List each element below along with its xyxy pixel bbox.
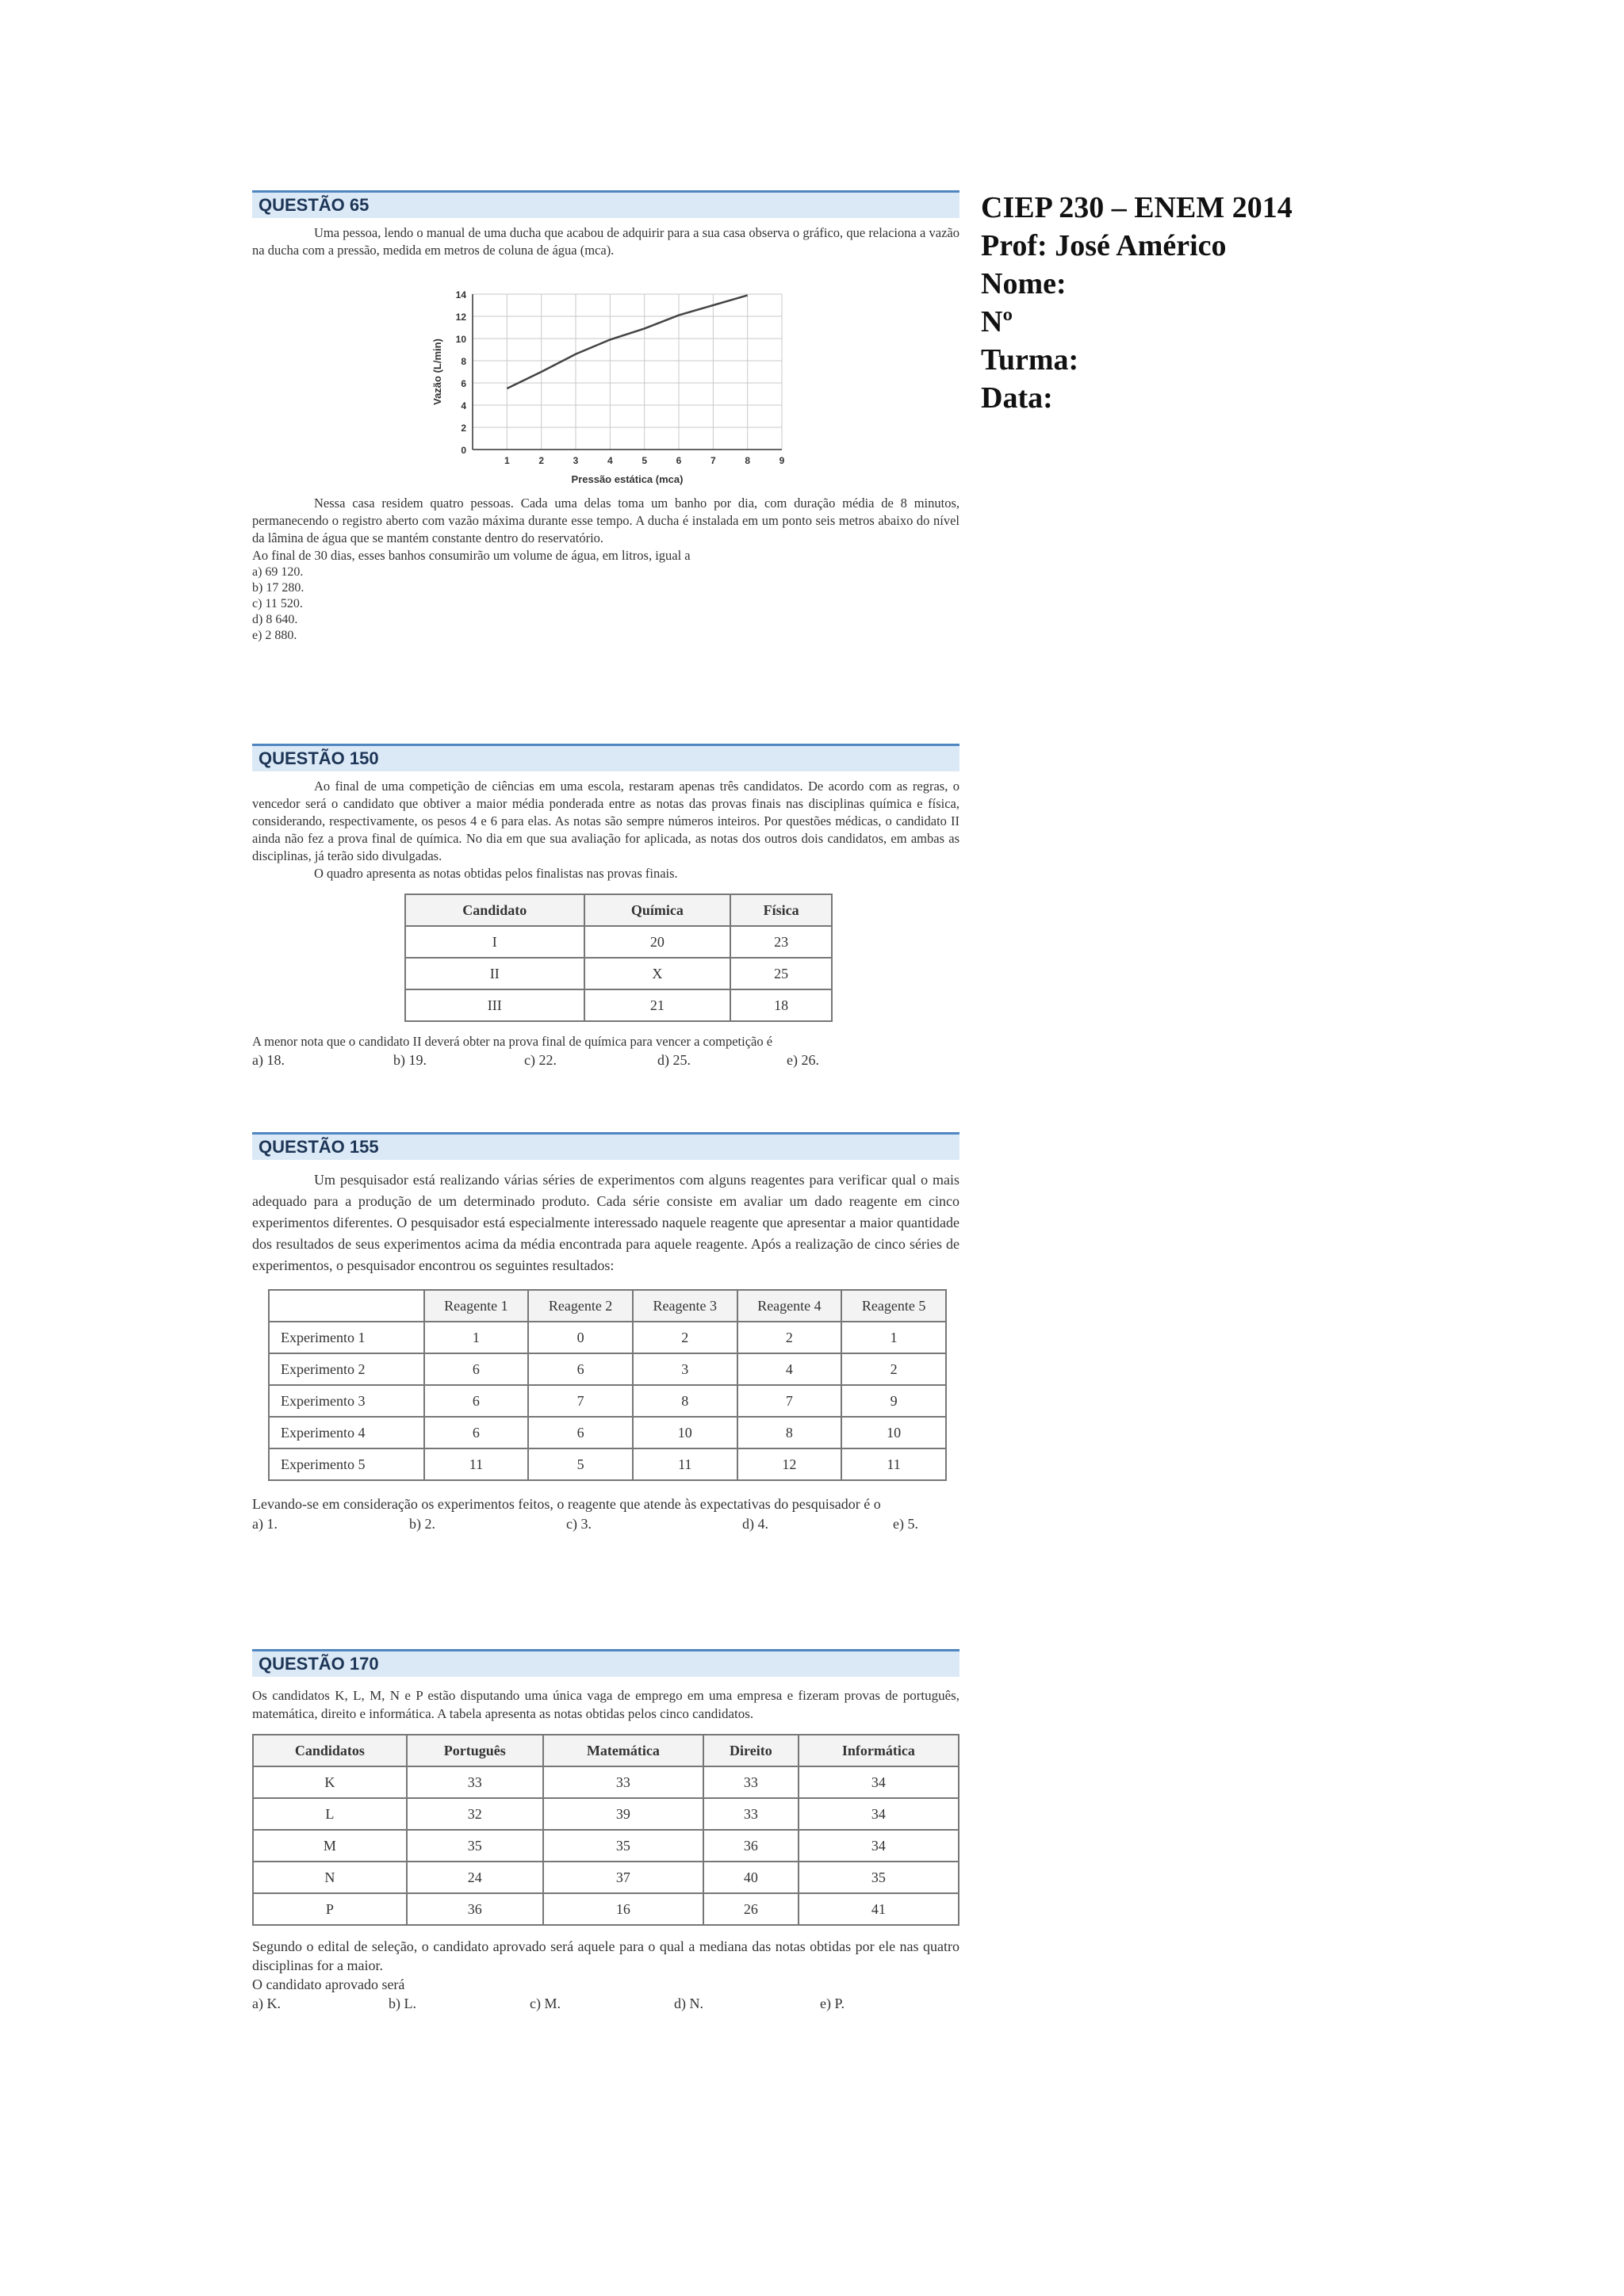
table-cell: 7: [528, 1385, 633, 1417]
table-cell: 34: [799, 1798, 959, 1830]
table-cell: 12: [737, 1448, 842, 1480]
table-cell: 2: [841, 1353, 946, 1385]
option-e[interactable]: e) P.: [820, 1996, 845, 2011]
y-tick-label: 8: [461, 356, 466, 367]
y-tick-label: 2: [461, 423, 466, 434]
table-cell: Experimento 3: [269, 1385, 424, 1417]
question-170: [252, 1649, 959, 2013]
table-header-row: [269, 1290, 946, 1322]
table-cell: Experimento 4: [269, 1417, 424, 1448]
x-tick-label: 5: [642, 455, 648, 466]
table-cell: 3: [633, 1353, 737, 1385]
option-b[interactable]: b) 2.: [409, 1516, 435, 1532]
table-cell: 2: [633, 1322, 737, 1353]
question-150-text: Ao final de uma competição de ciências em uma escola, restaram apenas três candidatos. De acordo com as regras, o vencedor será o candidato que obtiver a maior média ponderada entre as notas das provas finais nas disciplinas química e física, considerando, respectivamente, os pesos 4 e 6 para elas. As notas são sempre números inteiros. Por questões médicas, o candidato II ainda não fez a prova final de química. No dia em que sua avaliação for aplicada, as notas dos outros dois candidatos, em ambas as disciplinas, já terão sido divulgadas.: [252, 779, 959, 863]
table-cell: L: [253, 1798, 407, 1830]
number-label: Nº: [981, 305, 1013, 339]
table-header: Física: [730, 894, 832, 926]
table-cell: 6: [528, 1353, 633, 1385]
table-cell: 10: [633, 1417, 737, 1448]
option-a[interactable]: a) 1.: [252, 1516, 278, 1532]
series-line: [507, 295, 747, 388]
option-c[interactable]: c) 11 520.: [252, 597, 303, 610]
table-cell: 25: [730, 958, 832, 989]
table-header: Reagente 2: [528, 1290, 633, 1322]
table-cell: III: [405, 989, 584, 1021]
table-cell: Experimento 5: [269, 1448, 424, 1480]
question-150-prompt: A menor nota que o candidato II deverá obter na prova final de química para vencer a competição é: [252, 1034, 773, 1049]
table-cell: 9: [841, 1385, 946, 1417]
y-tick-label: 14: [455, 289, 466, 300]
question-65-text: Nessa casa residem quatro pessoas. Cada uma delas toma um banho por dia, com duração média de 8 minutos, permanecendo o registro aberto com vazão máxima durante esse tempo. A ducha é instalada em um ponto seis metros abaixo do nível da lâmina de água que se mantém constante dentro do reservatório.: [252, 496, 959, 545]
table-row: [269, 1417, 946, 1448]
option-b[interactable]: b) 19.: [393, 1052, 427, 1068]
question-170-options: [252, 1994, 959, 2013]
table-row: [253, 1798, 959, 1830]
name-label: Nome:: [981, 267, 1067, 300]
table-cell: 6: [424, 1417, 529, 1448]
table-header: Candidato: [405, 894, 584, 926]
table-cell: 16: [543, 1893, 703, 1925]
table-cell: 11: [424, 1448, 529, 1480]
option-b[interactable]: b) L.: [389, 1996, 416, 2011]
table-cell: 5: [528, 1448, 633, 1480]
table-row: [253, 1893, 959, 1925]
question-65-intro: Uma pessoa, lendo o manual de uma ducha que acabou de adquirir para a sua casa observa o gráfico, que relaciona a vazão na ducha com a pressão, medida em metros de coluna de água (mca).: [252, 225, 959, 258]
y-tick-label: 4: [461, 400, 466, 411]
table-header: Reagente 5: [841, 1290, 946, 1322]
class-label: Turma:: [981, 343, 1079, 377]
question-155-prompt: Levando-se em consideração os experimentos feitos, o reagente que atende às expectativas do pesquisador é o: [252, 1496, 881, 1512]
question-150-title: QUESTÃO 150: [252, 744, 959, 771]
table-header: Química: [584, 894, 731, 926]
x-tick-label: 1: [504, 455, 510, 466]
question-150-text2: O quadro apresenta as notas obtidas pelos finalistas nas provas finais.: [314, 866, 678, 881]
x-tick-label: 4: [607, 455, 613, 466]
x-tick-label: 7: [710, 455, 716, 466]
table-row: [405, 989, 832, 1021]
option-b[interactable]: b) 17 280.: [252, 581, 304, 595]
table-header: Matemática: [543, 1735, 703, 1766]
question-170-text: Os candidatos K, L, M, N e P estão disputando uma única vaga de emprego em uma empresa e fizeram provas de português, matemática, direito e informática. A tabela apresenta as notas obtidas pelos cinco candidatos.: [252, 1688, 959, 1721]
table-row: [269, 1353, 946, 1385]
question-170-prompt: Segundo o edital de seleção, o candidato aprovado será aquele para o qual a mediana das notas obtidas por ele nas quatro disciplinas for a maior.: [252, 1938, 959, 1973]
table-header: [269, 1290, 424, 1322]
option-e[interactable]: e) 26.: [787, 1052, 819, 1068]
table-cell: Experimento 1: [269, 1322, 424, 1353]
table-cell: 34: [799, 1830, 959, 1862]
table-cell: I: [405, 926, 584, 958]
header-block: [981, 189, 1599, 417]
x-tick-label: 8: [745, 455, 751, 466]
x-tick-label: 2: [538, 455, 545, 466]
table-cell: 35: [543, 1830, 703, 1862]
table-cell: 33: [703, 1766, 799, 1798]
y-tick-label: 6: [461, 378, 466, 389]
table-cell: 37: [543, 1862, 703, 1893]
table-cell: 11: [841, 1448, 946, 1480]
flow-pressure-chart: [425, 283, 798, 489]
table-header: Reagente 3: [633, 1290, 737, 1322]
table-cell: 21: [584, 989, 731, 1021]
table-cell: 1: [841, 1322, 946, 1353]
table-cell: Experimento 2: [269, 1353, 424, 1385]
question-155-table: [268, 1289, 947, 1481]
table-cell: 4: [737, 1353, 842, 1385]
table-header: Reagente 4: [737, 1290, 842, 1322]
table-cell: 20: [584, 926, 731, 958]
table-cell: 10: [841, 1417, 946, 1448]
question-155-options: [252, 1514, 959, 1533]
option-d[interactable]: d) 4.: [742, 1516, 768, 1532]
option-a[interactable]: a) 69 120.: [252, 565, 304, 579]
table-cell: 35: [407, 1830, 543, 1862]
table-row: [269, 1385, 946, 1417]
question-155: [252, 1132, 959, 1533]
question-155-text: Um pesquisador está realizando várias séries de experimentos com alguns reagentes para verificar qual o mais adequado para a produção de um determinado produto. Cada série consiste em avaliar um dado reagente em cinco experimentos diferentes. O pesquisador está especialmente interessado naquele reagente que apresentar a maior quantidade dos resultados de seus experimentos acima da média encontrada para aquele reagente. Após a realização de cinco séries de experimentos, o pesquisador encontrou os seguintes resultados:: [252, 1172, 959, 1273]
table-cell: 7: [737, 1385, 842, 1417]
question-155-title: QUESTÃO 155: [252, 1132, 959, 1160]
school-title: CIEP 230 – ENEM 2014: [981, 191, 1293, 224]
table-cell: 8: [633, 1385, 737, 1417]
x-tick-label: 3: [573, 455, 579, 466]
question-150: [252, 744, 959, 1070]
option-d[interactable]: d) 25.: [657, 1052, 691, 1068]
question-170-table: [252, 1734, 959, 1926]
option-e[interactable]: e) 5.: [893, 1516, 918, 1532]
table-cell: M: [253, 1830, 407, 1862]
table-cell: 36: [407, 1893, 543, 1925]
y-axis-label: Vazão (L/min): [431, 339, 443, 405]
question-65-title: QUESTÃO 65: [252, 190, 959, 218]
table-cell: 1: [424, 1322, 529, 1353]
table-cell: K: [253, 1766, 407, 1798]
table-row: [405, 958, 832, 989]
question-150-options: [252, 1050, 959, 1070]
table-row: [253, 1862, 959, 1893]
question-65-body: [252, 495, 959, 644]
table-cell: 23: [730, 926, 832, 958]
table-header-row: [253, 1735, 959, 1766]
table-row: [253, 1830, 959, 1862]
table-cell: 33: [407, 1766, 543, 1798]
question-65-options: [252, 564, 959, 644]
table-cell: 26: [703, 1893, 799, 1925]
table-row: [253, 1766, 959, 1798]
table-cell: 35: [799, 1862, 959, 1893]
option-d[interactable]: d) 8 640.: [252, 613, 298, 626]
table-cell: 2: [737, 1322, 842, 1353]
x-tick-label: 6: [676, 455, 682, 466]
table-cell: 11: [633, 1448, 737, 1480]
option-a[interactable]: a) 18.: [252, 1052, 285, 1068]
date-label: Data:: [981, 381, 1053, 415]
table-row: [269, 1448, 946, 1480]
question-65: [252, 190, 959, 259]
option-d[interactable]: d) N.: [674, 1996, 703, 2011]
question-170-prompt2: O candidato aprovado será: [252, 1976, 405, 1992]
table-cell: 40: [703, 1862, 799, 1893]
table-cell: 33: [703, 1798, 799, 1830]
table-header: Candidatos: [253, 1735, 407, 1766]
table-cell: 6: [424, 1353, 529, 1385]
table-cell: 34: [799, 1766, 959, 1798]
x-tick-label: 9: [779, 455, 785, 466]
table-cell: X: [584, 958, 731, 989]
table-header: Português: [407, 1735, 543, 1766]
y-tick-label: 10: [455, 334, 466, 345]
table-header: Informática: [799, 1735, 959, 1766]
option-a[interactable]: a) K.: [252, 1996, 281, 2011]
table-cell: 32: [407, 1798, 543, 1830]
table-cell: 6: [528, 1417, 633, 1448]
table-cell: 0: [528, 1322, 633, 1353]
x-axis-label: Pressão estática (mca): [571, 473, 684, 485]
table-cell: 39: [543, 1798, 703, 1830]
option-c[interactable]: c) M.: [530, 1996, 561, 2011]
table-cell: 6: [424, 1385, 529, 1417]
y-tick-label: 0: [461, 445, 466, 456]
table-cell: II: [405, 958, 584, 989]
option-e[interactable]: e) 2 880.: [252, 629, 297, 642]
teacher-line: Prof: José Américo: [981, 229, 1227, 262]
table-row: [405, 926, 832, 958]
table-cell: 8: [737, 1417, 842, 1448]
table-cell: 24: [407, 1862, 543, 1893]
table-cell: 18: [730, 989, 832, 1021]
chart-svg: [425, 283, 798, 489]
table-header-row: [405, 894, 832, 926]
table-cell: N: [253, 1862, 407, 1893]
y-tick-label: 12: [455, 312, 466, 323]
table-header: Reagente 1: [424, 1290, 529, 1322]
table-cell: 33: [543, 1766, 703, 1798]
table-cell: 36: [703, 1830, 799, 1862]
table-row: [269, 1322, 946, 1353]
question-65-prompt: Ao final de 30 dias, esses banhos consumirão um volume de água, em litros, igual a: [252, 548, 691, 563]
question-150-table: [404, 894, 833, 1022]
table-header: Direito: [703, 1735, 799, 1766]
option-c[interactable]: c) 22.: [524, 1052, 557, 1068]
question-170-title: QUESTÃO 170: [252, 1649, 959, 1677]
table-cell: 41: [799, 1893, 959, 1925]
option-c[interactable]: c) 3.: [566, 1516, 592, 1532]
table-cell: P: [253, 1893, 407, 1925]
